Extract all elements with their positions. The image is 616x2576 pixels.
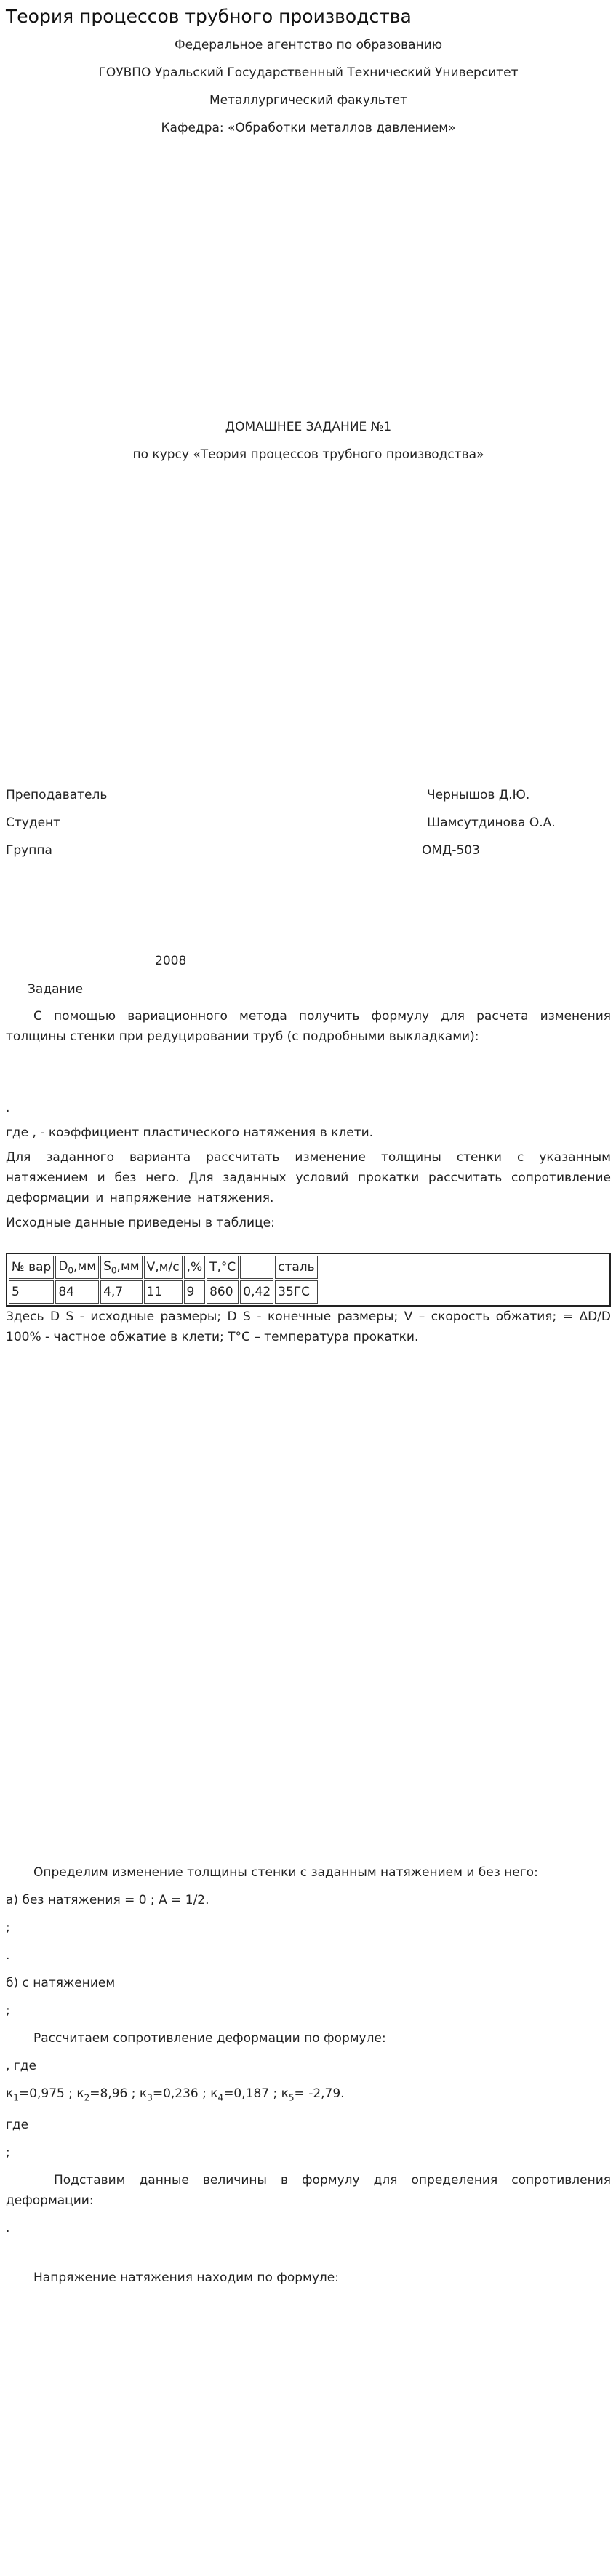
task-heading: Задание [28,982,84,997]
case-a-result: . [6,1948,10,1963]
table-cell: 9 [184,1280,206,1304]
where-line: где , - коэффициент пластического натяжения в клети. [6,1125,374,1140]
given-text: Для заданного варианта рассчитать изменение толщины стенки с указанным натяжением и без него. Для заданных условий прокатки рассчитать сопротивление деформации и напряжение натяжения. [6,1150,611,1205]
table-header-cell: $S_0,мм$ [100,1256,143,1279]
table-cell: 0,42 [240,1280,273,1304]
table-header-cell: V,м/с [144,1256,183,1279]
table-row [9,1280,608,1304]
table-filler [319,1256,608,1279]
student-label: Студент [6,816,61,830]
year: 2008 [155,954,187,968]
case-b-formula: ; [6,2003,10,2018]
table-filler [319,1280,608,1304]
solution-intro: Определим изменение толщины стенки с заданным натяжением и без него: [33,1865,538,1880]
group-value: ОМД-503 [422,843,480,858]
solution-section [6,1862,611,2288]
substitute-result: . [6,2221,10,2236]
case-b: б) с натяжением [6,1976,116,1990]
table-intro: Исходные данные приведены в таблице: [6,1216,275,1230]
table-cell: 860 [207,1280,239,1304]
task-formula-dot: . [6,1101,10,1115]
table-header-cell: сталь [275,1256,318,1279]
table-header-cell [240,1256,273,1279]
coefficients-line: $к_1=0,975$ ; $к_2=8,96$ ; $к_3=0,236$ ; $к_4=0,187$ ; $к_5= -2,79$. [6,2086,345,2103]
where-formula: ; [6,2145,10,2161]
table-header-cell: $D_0,мм$ [55,1256,99,1279]
group-label: Группа [6,843,52,858]
university-line: ГОУВПО Уральский Государственный Технический Университет [98,65,519,80]
table-header-row [9,1256,608,1279]
task-section [6,1006,611,1233]
assignment-title: ДОМАШНЕЕ ЗАДАНИЕ №1 [225,420,392,434]
teacher-label: Преподаватель [6,788,108,802]
course-line: по курсу «Теория процессов трубного производства» [132,447,484,462]
case-a: а) без натяжения = 0 ; А = 1/2. [6,1893,209,1907]
case-a-formula: ; [6,1921,10,1935]
agency-line: Федеральное агентство по образованию [174,38,443,52]
tension-intro: Напряжение натяжения находим по формуле: [33,2270,339,2286]
table-cell: 5 [9,1280,54,1304]
teacher-name: Чернышов Д.Ю. [427,788,530,802]
table-cell: 84 [55,1280,99,1304]
resistance-intro: Рассчитаем сопротивление деформации по формуле: [33,2031,386,2046]
table-header-cell: ,% [184,1256,206,1279]
legend-text: Здесь D S - исходные размеры; D S - конечные размеры; V – скорость обжатия; = ΔD/D 100% - частное обжатие в клети; T°C – температура прокатки. [6,1309,611,1344]
resistance-where: , где [6,2059,36,2073]
table-cell: 4,7 [100,1280,143,1304]
title-page-header [6,35,611,138]
department-line: Кафедра: «Обработки металлов давлением» [161,121,456,135]
document-title: Теория процессов трубного производства [6,6,412,27]
substitute-text: Подставим данные величины в формулу для определения сопротивления деформации: [6,2173,611,2209]
table-header-cell: № вар [9,1256,54,1279]
student-name: Шамсутдинова О.А. [427,816,556,830]
table-cell: 11 [144,1280,183,1304]
input-data-table [6,1253,611,1307]
table-header-cell: T,°C [207,1256,239,1279]
task-text: С помощью вариационного метода получить формулу для расчета изменения толщины стенки при редуцировании труб (с подробными выкладками): [6,1009,611,1044]
assignment-title-block [6,417,611,465]
table-cell: 35ГС [275,1280,318,1304]
faculty-line: Металлургический факультет [209,93,408,108]
where-line-2: где [6,2118,29,2133]
legend-section [6,1307,611,1347]
